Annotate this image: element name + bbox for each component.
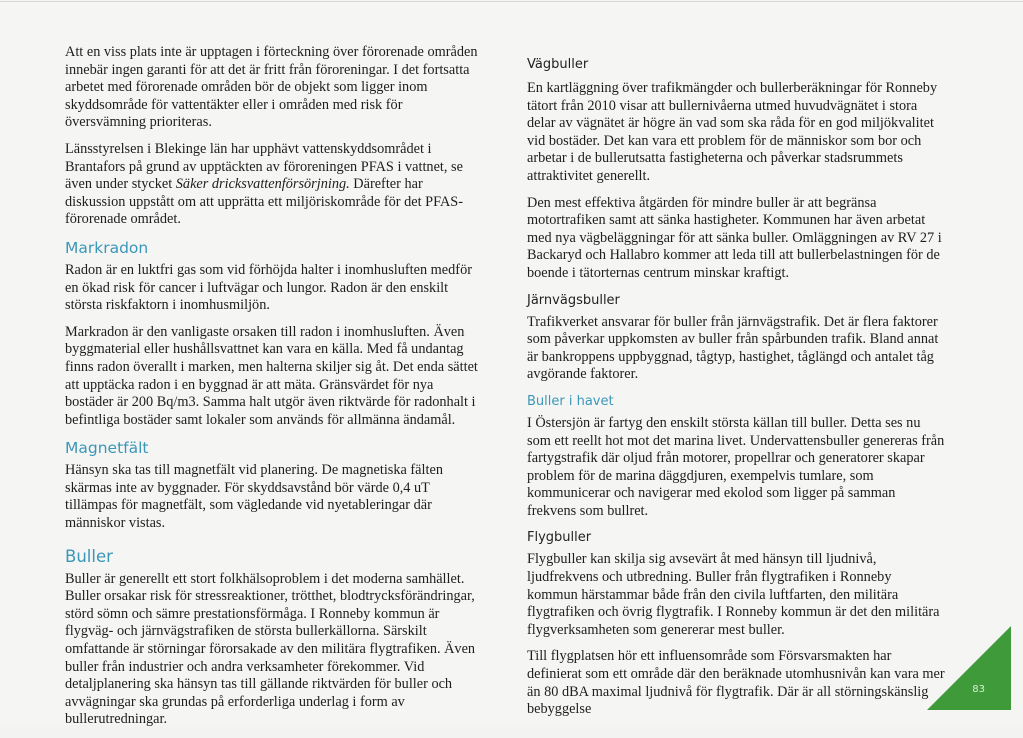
- paragraph-buller-i-havet: I Östersjön är fartyg den enskilt största källan till buller. Detta ses nu som ett reellt hot mot det marina livet. Undervattensbuller genereras från fartygstrafik där oljud från motorer, propellrar och generatorer skapar problem för de marina däggdjuren, exempelvis tumlare, som kommunicerar och navigerar med ekolod som ligger på samman frekvens som bullret.: [527, 414, 945, 519]
- paragraph-vagbuller-survey: En kartläggning över trafikmängder och bullerberäkningar för Ronneby tätort från 2010 visar att bullernivåerna utmed huvudvägnätet i stora delar av vägnätet är högre än vad som ska råda för en god miljökvalitet vid bostäder. Det kan vara ett problem för de människor som bor och arbetar i de bullerutsatta fastigheterna och påverkar stadsrummets attraktivitet generellt.: [527, 80, 938, 184]
- right-column: [527, 44, 945, 728]
- paragraph-vagbuller-measures: Den mest effektiva åtgärden för mindre buller är att begränsa motortrafiken samt att sänka hastigheter. Kommunen har även arbetat med nya vägbeläggningar för att sänka buller. Omläggningen av RV 27 i Backaryd och Hallabro kommer att leda till att bullerbelastningen för de boende i tätorternas centrum minskar kraftigt.: [527, 194, 942, 281]
- paragraph-radon-details: Markradon är den vanligaste orsaken till radon i inomhusluften. Även byggmaterial eller hushållsvattnet kan vara en källa. Med få undantag finns radon överallt i marken, men halterna skiljer sig åt. Det enda sättet att upptäcka radon i en byggnad är att mäta. Gränsvärdet för nya bostäder är 200 Bq/m3. Samma halt utgör även riktvärde för radonhalt i befintliga bostäder samt lokaler som används för allmänna ändamål.: [65, 323, 478, 428]
- heading-flygbuller: Flygbuller: [527, 530, 592, 546]
- paragraph-pfas-part1: Länsstyrelsen i Blekinge län har upphävt vattenskyddsområdet i Brantafors på grund av upptäckten av föroreningen PFAS i vattnet, se även under stycket: [65, 140, 463, 193]
- paragraph-contaminated-areas: Att en viss plats inte är upptagen i förteckning över förorenade områden innebär ingen garanti för att det är fritt från föroreningar. I det fortsatta arbetet med förorenade områden bör de objekt som ligger inom skyddsområde för vattentäkter eller i områden med risk för översvämning prioriteras.: [65, 44, 478, 131]
- top-divider: [0, 1, 1023, 2]
- heading-jarnvagsbuller: Järnvägsbuller: [527, 292, 620, 308]
- heading-magnetfalt: Magnetfält: [65, 439, 149, 458]
- heading-buller-i-havet: Buller i havet: [527, 393, 614, 409]
- paragraph-flygbuller: Flygbuller kan skilja sig avsevärt åt med hänsyn till ljudnivå, ljudfrekvens och utbredning. Buller från flygtrafiken i Ronneby kommun härstammar både från den civila luftfarten, den militära flygtrafiken och övrig flygtrafik. I Ronneby kommun är det den militära flygverksamheten som genererar mest buller.: [527, 551, 940, 638]
- paragraph-pfas-reference: Säker dricksvattenförsörjning.: [175, 176, 350, 193]
- paragraph-flygplats: Till flygplatsen hör ett influensområde som Försvarsmakten har definierat som ett område där den beräknade utomhusnivån kan vara mer än 80 dBA maximal ljudnivå för flygtrafik. Där är all störningskänslig bebyggelse: [527, 648, 945, 718]
- heading-vagbuller: Vägbuller: [527, 57, 589, 72]
- paragraph-buller: Buller är generellt ett stort folkhälsoproblem i det moderna samhället. Buller orsakar risk för stressreaktioner, trötthet, blodtrycksförändringar, störd sömn och sämre prestationsförmåga. I Ronneby kommun är flygväg- och järnvägstrafiken de största bullerkällorna. Särskilt omfattande är störningar förorsakade av den militära flygtrafiken. Även buller från industrier och andra verksamheter förekommer. Vid detaljplanering ska hänsyn tas till gällande riktvärden för buller och avvägningar ska grundas på erforderliga underlag i form av bullerutredningar.: [65, 570, 476, 728]
- left-column: [65, 44, 481, 738]
- paragraph-radon-intro: Radon är en luktfri gas som vid förhöjda halter i inomhusluften medför en ökad risk för cancer i luftvägar och lungor. Radon är den enskilt största riskfaktorn i inomhusmiljön.: [65, 261, 472, 314]
- paragraph-pfas-part2: Därefter har diskussion uppstått om att upprätta ett miljöriskområde för det PFAS-förorenade området.: [65, 176, 464, 228]
- paragraph-pfas: [65, 141, 481, 229]
- heading-buller: Buller: [65, 546, 113, 566]
- paragraph-jarnvagsbuller: Trafikverket ansvarar för buller från järnvägstrafik. Det är flera faktorer som påverkar uppkomsten av buller från spårbunden trafik. Bland annat är bankroppens uppbyggnad, tågtyp, hastighet, tåglängd och antalet tåg avgörande faktorer.: [527, 313, 939, 383]
- page-number: 83: [972, 684, 985, 695]
- heading-markradon: Markradon: [65, 238, 149, 257]
- page-corner-triangle: [927, 626, 1011, 710]
- paragraph-magnetfalt: Hänsyn ska tas till magnetfält vid planering. De magnetiska fälten skärmas inte av byggnader. För skyddsavstånd bör värde 0,4 uT tillämpas för magnetfält, som vägledande vid nyetableringar där människor vistas.: [65, 462, 443, 532]
